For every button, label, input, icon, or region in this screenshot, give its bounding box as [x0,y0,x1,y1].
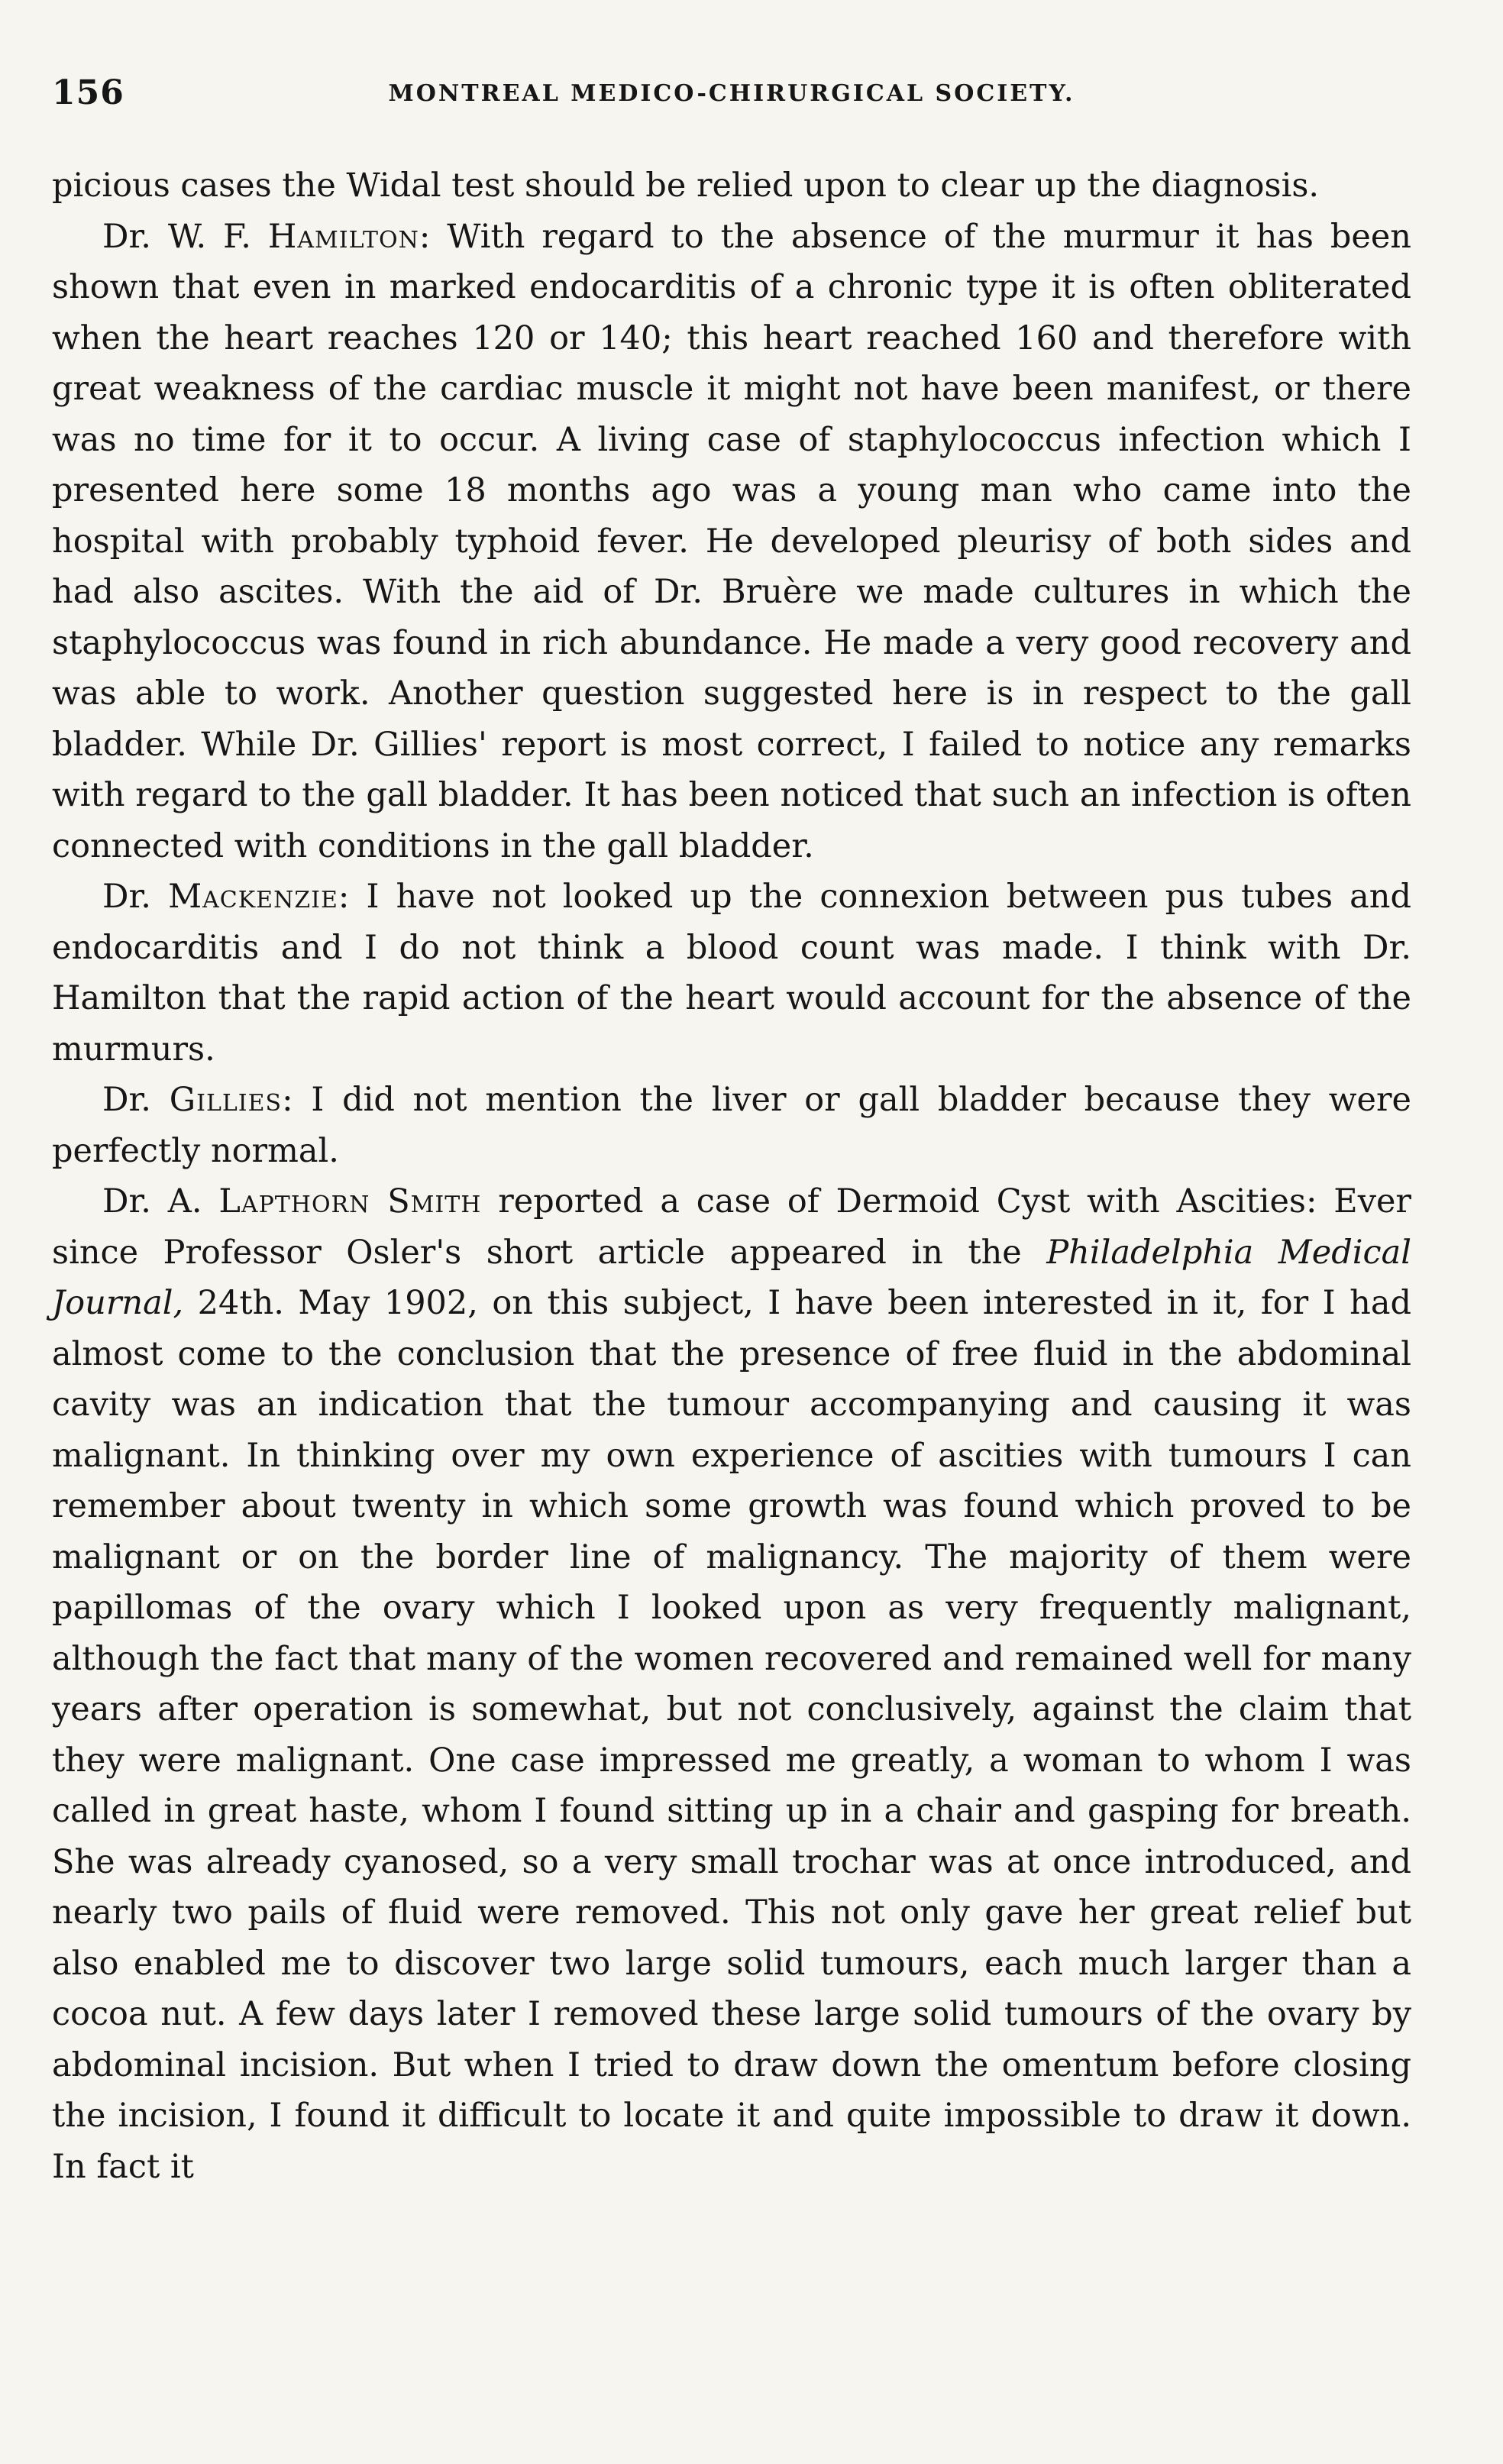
speaker-name: Gillies [169,1081,283,1119]
paragraph-text: : With regard to the absence of the murmur it has been shown that even in marked endocarditis of a chronic type it is often obliterated when the heart reaches 120 or 140; this heart reached 160 and therefore with great weakness of the cardiac muscle it might not have been manifest, or there was no time for it to occur. A living case of staphylococcus infection which I presented here some 18 months ago was a young man who came into the hospital with probably typhoid fever. He developed pleurisy of both sides and had also ascites. With the aid of Dr. Bruère we made cultures in which the staphylococcus was found in rich abundance. He made a very good recovery and was able to work. Another question suggested here is in respect to the gall bladder. While Dr. Gillies' report is most correct, I failed to notice any remarks with regard to the gall bladder. It has been noticed that such an infection is often connected with conditions in the gall bladder. [52,217,1412,865]
paragraph-text: reported a case of Dermoid Cyst with Ascities: Ever since Professor Osler's short article appeared in the [52,1182,1411,1272]
document-page [52,70,1411,2192]
body-text [52,160,1411,2192]
speaker-name: Mackenzie [168,878,338,916]
page-number: 156 [52,73,124,112]
speaker-prefix: Dr. [102,878,151,916]
speaker-prefix: Dr. W. F. [102,217,251,256]
paragraph-text: : I did not mention the liver or gall bladder because they were perfectly normal. [52,1081,1412,1170]
journal-title: Philadelphia Medical Journal, [52,1233,1411,1322]
speaker-prefix: Dr. [102,1081,151,1119]
running-header [52,70,1411,131]
paragraph-gillies [52,1075,1411,1176]
speaker-name: Lapthorn Smith [218,1182,482,1221]
paragraph-hamilton [52,212,1411,872]
paragraph-text: 24th. May 1902, on this subject, I have been interested in it, for I had almost come to the conclusion that the presence of free fluid in the abdominal cavity was an indication that the tumour accompanying and causing it was malignant. In thinking over my own experience of ascities with tumours I can remember about twenty in which some growth was found which proved to be malignant or on the border line of malignancy. The majority of them were papillomas of the ovary which I looked upon as very frequently malignant, although the fact that many of the women recovered and remained well for many years after operation is somewhat, but not conclusively, against the claim that they were malignant. One case impressed me greatly, a woman to whom I was called in great haste, whom I found sitting up in a chair and gasping for breath. She was already cyanosed, so a very small trochar was at once introduced, and nearly two pails of fluid were removed. This not only gave her great relief but also enabled me to discover two large solid tumours, each much larger than a cocoa nut. A few days later I removed these large solid tumours of the ovary by abdominal incision. But when I tried to draw down the omentum before closing the incision, I found it difficult to locate it and quite impossible to draw it down. In fact it [52,1284,1411,2186]
speaker-name: Hamilton [267,217,419,256]
paragraph-lapthorn-smith [52,1176,1411,2192]
paragraph-continuation [52,160,1411,212]
paragraph-text: picious cases the Widal test should be relied upon to clear up the diagnosis. [52,167,1320,205]
paragraph-text: : I have not looked up the connexion between pus tubes and endocarditis and I do not think a blood count was made. I think with Dr. Hamilton that the rapid action of the heart would account for the absence of the murmurs. [52,878,1411,1069]
speaker-prefix: Dr. A. [102,1182,202,1221]
running-title: MONTREAL MEDICO-CHIRURGICAL SOCIETY. [388,80,1075,107]
paragraph-mackenzie [52,871,1411,1075]
